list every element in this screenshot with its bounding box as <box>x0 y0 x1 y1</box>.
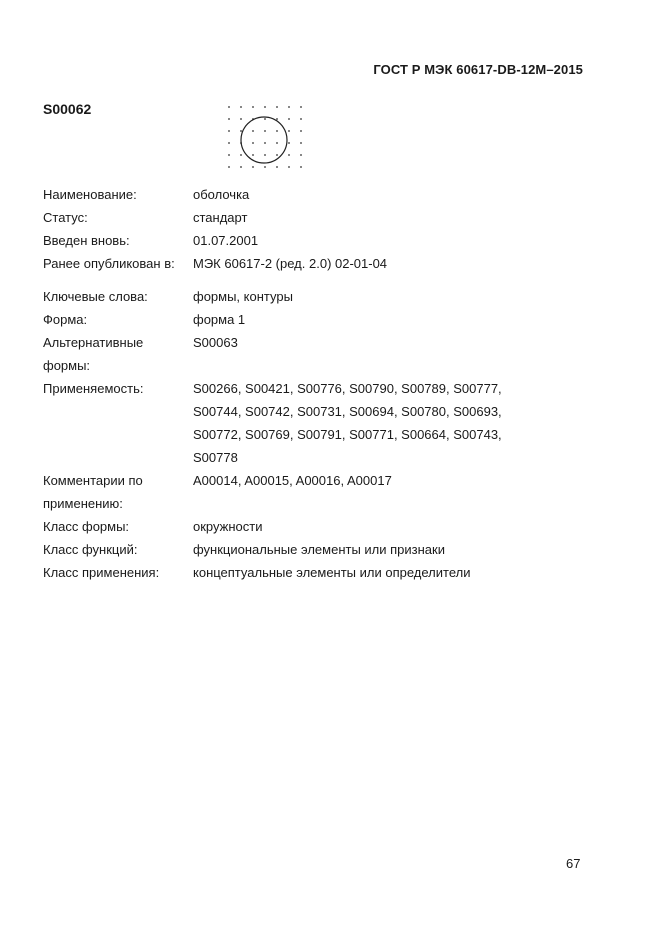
field-value-line: S00778 <box>193 450 238 465</box>
grid-dot <box>264 106 266 108</box>
grid-dot <box>276 154 278 156</box>
grid-dot <box>252 106 254 108</box>
grid-dot <box>264 166 266 168</box>
field-label: Класс применения: <box>43 565 160 580</box>
page-number: 67 <box>566 856 581 871</box>
grid-dot <box>264 118 266 120</box>
field-label: Ранее опубликован в: <box>43 256 175 271</box>
grid-dot <box>240 154 242 156</box>
field-label: Комментарии по <box>43 473 143 488</box>
grid-dot <box>228 118 230 120</box>
grid-dot <box>264 130 266 132</box>
grid-dot <box>300 142 302 144</box>
grid-dot <box>288 166 290 168</box>
field-label: Класс формы: <box>43 519 130 534</box>
grid-dot <box>228 166 230 168</box>
grid-dot <box>252 130 254 132</box>
grid-dot <box>288 106 290 108</box>
field-value-line: S00266, S00421, S00776, S00790, S00789, S00777, <box>193 381 502 396</box>
field-value: форма 1 <box>193 312 246 327</box>
grid-dot <box>240 106 242 108</box>
grid-dot <box>228 106 230 108</box>
field-label: Класс функций: <box>43 542 138 557</box>
grid-dot <box>228 130 230 132</box>
field-label: Ключевые слова: <box>43 289 148 304</box>
field-label: Применяемость: <box>43 381 144 396</box>
field-value: 01.07.2001 <box>193 233 259 248</box>
grid-dot <box>276 166 278 168</box>
grid-dot <box>240 118 242 120</box>
grid-dot <box>252 166 254 168</box>
field-label: Альтернативные <box>43 335 144 350</box>
field-value: окружности <box>193 519 263 534</box>
field-label: Форма: <box>43 312 88 327</box>
grid-dot <box>276 130 278 132</box>
field-value: формы, контуры <box>193 289 293 304</box>
field-label: Введен вновь: <box>43 233 130 248</box>
grid-dot <box>252 154 254 156</box>
document-header: ГОСТ Р МЭК 60617-DB-12M–2015 <box>373 62 583 77</box>
grid-dot <box>288 118 290 120</box>
field-value-line: S00744, S00742, S00731, S00694, S00780, S00693, <box>193 404 502 419</box>
circle-outline <box>241 117 287 163</box>
field-value: стандарт <box>193 210 248 225</box>
grid-dot <box>288 154 290 156</box>
field-label: применению: <box>43 496 123 511</box>
circle-symbol-figure <box>224 103 306 173</box>
grid-dot <box>300 154 302 156</box>
grid-dot <box>276 142 278 144</box>
grid-dot <box>300 118 302 120</box>
grid-dot <box>276 106 278 108</box>
grid-dot <box>264 142 266 144</box>
field-value: оболочка <box>193 187 250 202</box>
field-value: S00063 <box>193 335 238 350</box>
grid-dot <box>264 154 266 156</box>
field-label: формы: <box>43 358 91 373</box>
grid-dot <box>300 106 302 108</box>
symbol-id: S00062 <box>43 101 92 117</box>
grid-dot <box>228 154 230 156</box>
grid-dot <box>288 142 290 144</box>
grid-dot <box>300 166 302 168</box>
grid-dot <box>228 142 230 144</box>
grid-dot <box>300 130 302 132</box>
grid-dot <box>276 118 278 120</box>
grid-dot <box>288 130 290 132</box>
field-value-line: S00772, S00769, S00791, S00771, S00664, S00743, <box>193 427 502 442</box>
field-label: Статус: <box>43 210 88 225</box>
field-value: МЭК 60617-2 (ред. 2.0) 02-01-04 <box>193 256 388 271</box>
grid-dot <box>240 130 242 132</box>
grid-dot <box>252 142 254 144</box>
field-value: концептуальные элементы или определители <box>193 565 471 580</box>
grid-dot <box>240 166 242 168</box>
grid-dots <box>228 106 302 168</box>
field-label: Наименование: <box>43 187 137 202</box>
field-value: функциональные элементы или признаки <box>193 542 445 557</box>
field-value: A00014, A00015, A00016, A00017 <box>193 473 392 488</box>
